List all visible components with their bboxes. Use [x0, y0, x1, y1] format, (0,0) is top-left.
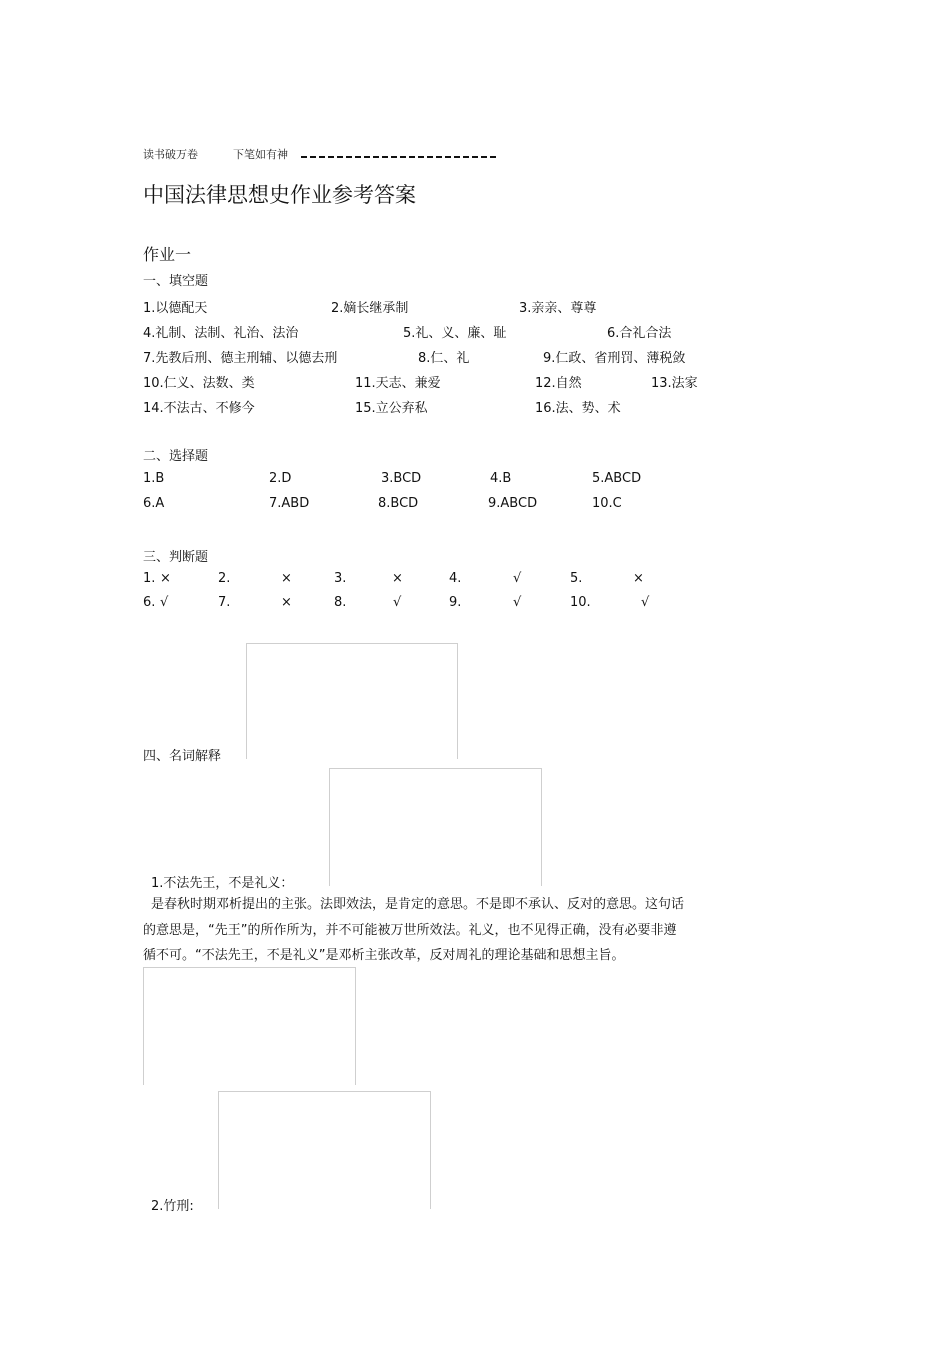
choice-item: 10.C — [592, 496, 622, 511]
fill-item: 6.合礼合法 — [607, 326, 672, 341]
fill-item: 7.先教后刑、德主刑辅、以德去刑 — [143, 351, 338, 366]
choice-item: 9.ABCD — [488, 496, 538, 511]
fill-item: 8.仁、礼 — [418, 351, 470, 366]
choice-item: 3.BCD — [381, 471, 422, 486]
blank-image-box — [246, 643, 458, 759]
judge-number: 6. — [143, 595, 156, 610]
judge-number: 8. — [334, 595, 347, 610]
judge-number: 9. — [449, 595, 462, 610]
choice-item: 1.B — [143, 471, 165, 486]
judge-number: 7. — [218, 595, 231, 610]
header-right-text: 下笔如有神 — [233, 148, 288, 161]
term-1-heading: 1.不法先王，不是礼义： — [151, 876, 294, 891]
fill-item: 12.自然 — [535, 376, 582, 391]
fill-item: 2.嫡长继承制 — [331, 301, 409, 316]
judge-mark: √ — [641, 595, 650, 610]
term-2-heading: 2.竹刑: — [151, 1199, 194, 1214]
section-fill-blank-title: 一、填空题 — [143, 274, 209, 289]
header-left-text: 读书破万卷 — [143, 148, 198, 161]
blank-image-box — [218, 1091, 431, 1209]
choice-item: 2.D — [269, 471, 292, 486]
section-judge-title: 三、判断题 — [143, 550, 209, 565]
fill-item: 4.礼制、法制、礼治、法治 — [143, 326, 299, 341]
judge-mark: × — [281, 571, 292, 586]
judge-number: 3. — [334, 571, 347, 586]
judge-number: 5. — [570, 571, 583, 586]
header-dashed-rule — [301, 150, 497, 160]
choice-item: 7.ABD — [269, 496, 310, 511]
choice-item: 8.BCD — [378, 496, 419, 511]
judge-mark: √ — [160, 595, 169, 610]
choice-item: 4.B — [490, 471, 512, 486]
term-1-line: 的意思是，“先王”的所作所为，并不可能被万世所效法。礼义，也不见得正确，没有必要非遵 — [143, 923, 677, 938]
judge-number: 10. — [570, 595, 591, 610]
homework-heading: 作业一 — [143, 245, 192, 264]
judge-mark: × — [392, 571, 403, 586]
judge-mark: √ — [513, 595, 522, 610]
judge-number: 1. — [143, 571, 156, 586]
judge-mark: × — [160, 571, 171, 586]
blank-image-box — [329, 768, 542, 886]
fill-item: 11.天志、兼爱 — [355, 376, 441, 391]
fill-item: 3.亲亲、尊尊 — [519, 301, 597, 316]
section-choice-title: 二、选择题 — [143, 449, 209, 464]
fill-item: 16.法、势、术 — [535, 401, 621, 416]
judge-mark: √ — [393, 595, 402, 610]
judge-number: 2. — [218, 571, 231, 586]
judge-mark: √ — [513, 571, 522, 586]
fill-item: 14.不法古、不修今 — [143, 401, 255, 416]
choice-item: 5.ABCD — [592, 471, 642, 486]
judge-number: 4. — [449, 571, 462, 586]
fill-item: 13.法家 — [651, 376, 698, 391]
fill-item: 1.以德配天 — [143, 301, 208, 316]
document-title: 中国法律思想史作业参考答案 — [143, 183, 416, 207]
term-1-line: 循不可。“不法先王，不是礼义”是邓析主张改革，反对周礼的理论基础和思想主旨。 — [143, 948, 625, 963]
blank-image-box — [143, 967, 356, 1085]
fill-item: 10.仁义、法数、类 — [143, 376, 255, 391]
judge-mark: × — [633, 571, 644, 586]
fill-item: 15.立公弃私 — [355, 401, 428, 416]
term-1-line: 是春秋时期邓析提出的主张。法即效法，是肯定的意思。不是即不承认、反对的意思。这句话 — [151, 897, 685, 912]
judge-mark: × — [281, 595, 292, 610]
fill-item: 5.礼、义、廉、耻 — [403, 326, 507, 341]
section-terms-title: 四、名词解释 — [143, 749, 222, 764]
fill-item: 9.仁政、省刑罚、薄税敛 — [543, 351, 686, 366]
choice-item: 6.A — [143, 496, 165, 511]
